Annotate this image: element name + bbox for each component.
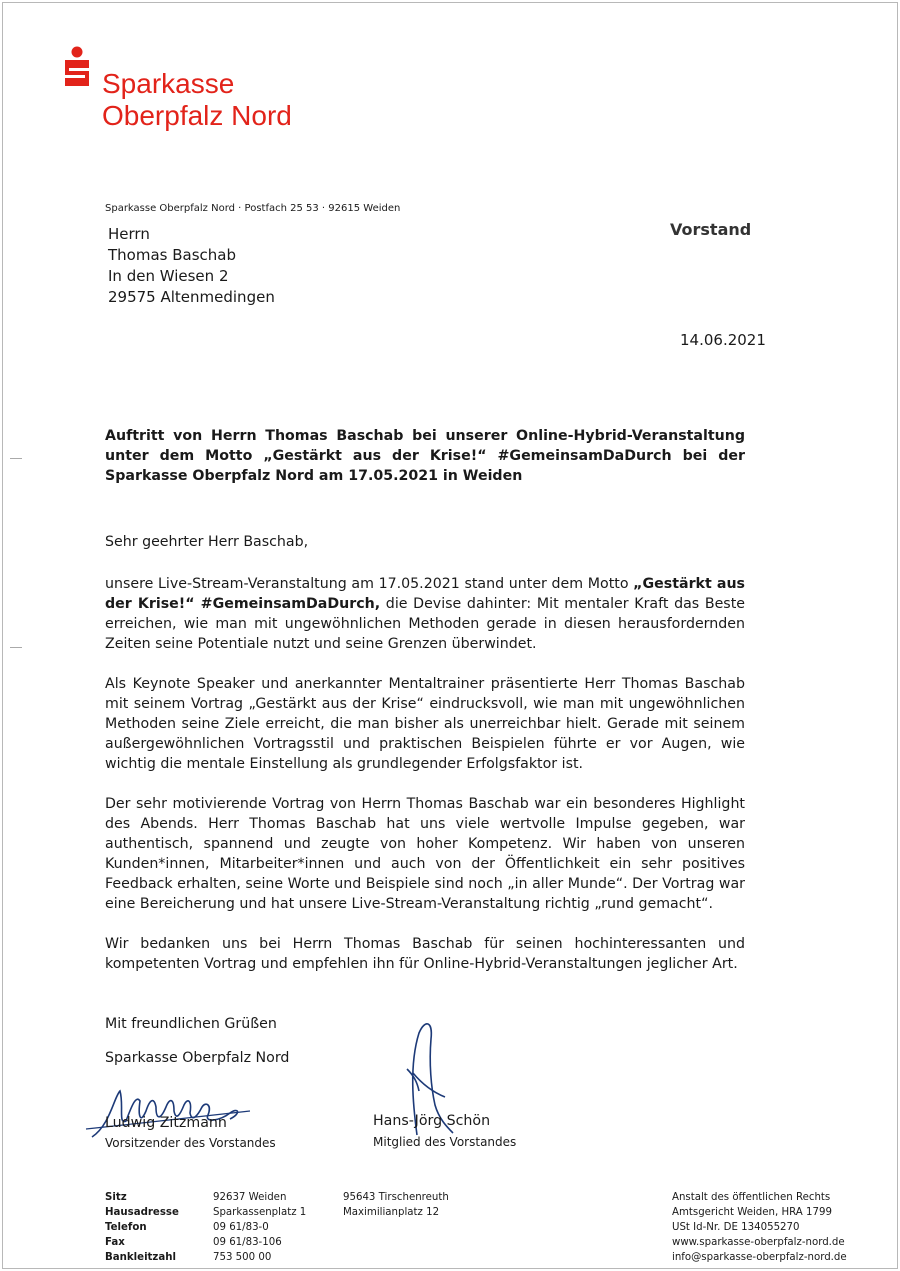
footer-values-weiden [213, 1190, 306, 1265]
paragraph-1-motto: „Gestärkt aus der Krise!“ #GemeinsamDaDurch, [105, 576, 745, 612]
logo-wordmark [102, 68, 292, 132]
footer-label: Sitz [105, 1192, 127, 1203]
recipient-city: 29575 Altenmedingen [108, 288, 275, 306]
signatory-role-left: Vorsitzender des Vorstandes [105, 1136, 276, 1150]
footer-labels [105, 1190, 179, 1265]
subject-line: Auftritt von Herrn Thomas Baschab bei unserer Online-Hybrid-Veranstaltung unter dem Motto „Gestärkt aus der Krise!“ #GemeinsamDaDurch bei der Sparkasse Oberpfalz Nord am 17.05.2021 in Weiden [105, 428, 745, 484]
department-label: Vorstand [670, 220, 752, 239]
letter-date: 14.06.2021 [680, 331, 766, 349]
signatory-name-left: Ludwig Zitzmann [105, 1115, 227, 1131]
paragraph-1-start: unsere Live-Stream-Veranstaltung am 17.05.2021 stand unter dem Motto [105, 576, 634, 592]
recipient-salutation: Herrn [108, 225, 150, 243]
footer-value: 753 500 00 [213, 1252, 272, 1263]
footer-value: Sparkassenplatz 1 [213, 1207, 307, 1218]
sparkasse-s-icon [60, 46, 94, 94]
footer-value: 92637 Weiden [213, 1192, 287, 1203]
paragraph-4: Wir bedanken uns bei Herrn Thomas Baschab für seinen hochinteressanten und kompetenten Vortrag und empfehlen ihn für Online-Hybrid-Veranstaltungen jeglicher Art. [105, 936, 745, 972]
footer-legal-form: Anstalt des öffentlichen Rechts [672, 1192, 831, 1203]
sender-line: Sparkasse Oberpfalz Nord · Postfach 25 53 · 92615 Weiden [105, 203, 401, 214]
footer-vat-id: USt Id-Nr. DE 134055270 [672, 1222, 800, 1233]
signatory-role-right: Mitglied des Vorstandes [373, 1135, 517, 1149]
recipient-address [108, 224, 275, 308]
logo-line-1: Sparkasse [102, 68, 235, 99]
signatory-name-right: Hans-Jörg Schön [373, 1113, 491, 1129]
footer-label: Fax [105, 1237, 125, 1248]
paragraph-1 [105, 574, 745, 654]
recipient-name: Thomas Baschab [108, 246, 236, 264]
footer-label: Telefon [105, 1222, 147, 1233]
footer-legal-info [672, 1190, 847, 1265]
fold-mark-punch [10, 647, 22, 648]
recipient-street: In den Wiesen 2 [108, 267, 229, 285]
footer-label: Hausadresse [105, 1207, 179, 1218]
letter-body [105, 532, 745, 994]
greeting: Sehr geehrter Herr Baschab, [105, 534, 309, 550]
footer-court-register: Amtsgericht Weiden, HRA 1799 [672, 1207, 832, 1218]
organization-name: Sparkasse Oberpfalz Nord [105, 1050, 290, 1066]
paragraph-2: Als Keynote Speaker und anerkannter Mentaltrainer präsentierte Herr Thomas Baschab mit seinem Vortrag „Gestärkt aus der Krise“ eindrucksvoll, wie man mit ungewöhnlichen Methoden seine Ziele erreicht, die man bisher als unerreichbar hielt. Gerade mit seinem außergewöhnlichen Vortragsstil und praktischen Beispielen führte er vor Augen, wie wichtig die mentale Einstellung als grundlegender Erfolgsfaktor ist. [105, 676, 745, 772]
footer-value: 09 61/83-106 [213, 1237, 282, 1248]
handwritten-signature-right [395, 1015, 475, 1150]
footer-value: 95643 Tirschenreuth [343, 1192, 449, 1203]
footer-value: Maximilianplatz 12 [343, 1207, 440, 1218]
footer-website-link[interactable]: www.sparkasse-oberpfalz-nord.de [672, 1237, 845, 1248]
paragraph-3: Der sehr motivierende Vortrag von Herrn Thomas Baschab war ein besonderes Highlight des Abends. Herr Thomas Baschab hat uns viele wertvolle Impulse gegeben, war authentisch, spannend und zeugte von hoher Kompetenz. Wir haben von unseren Kunden*innen, Mitarbeiter*innen und auch von der Öffentlichkeit ein sehr positives Feedback erhalten, seine Worte und Beispiele sind noch „in aller Munde“. Der Vortrag war eine Bereicherung und hat unsere Live-Stream-Veranstaltung richtig „rund gemacht“. [105, 796, 745, 912]
paragraph-1-end: die Devise dahinter: Mit mentaler Kraft das Beste erreichen, wie man mit ungewöhnlichen Methoden gerade in diesen herausfordernden Zeiten seine Potentiale nutzt und seine Grenzen überwindet. [105, 596, 745, 652]
footer-value: 09 61/83-0 [213, 1222, 269, 1233]
footer-email-link[interactable]: info@sparkasse-oberpfalz-nord.de [672, 1252, 847, 1263]
fold-mark-top [10, 458, 22, 459]
footer-values-tirschenreuth [343, 1190, 449, 1220]
logo-line-2: Oberpfalz Nord [102, 100, 292, 131]
footer-label: Bankleitzahl [105, 1252, 176, 1263]
closing: Mit freundlichen Grüßen [105, 1016, 277, 1032]
